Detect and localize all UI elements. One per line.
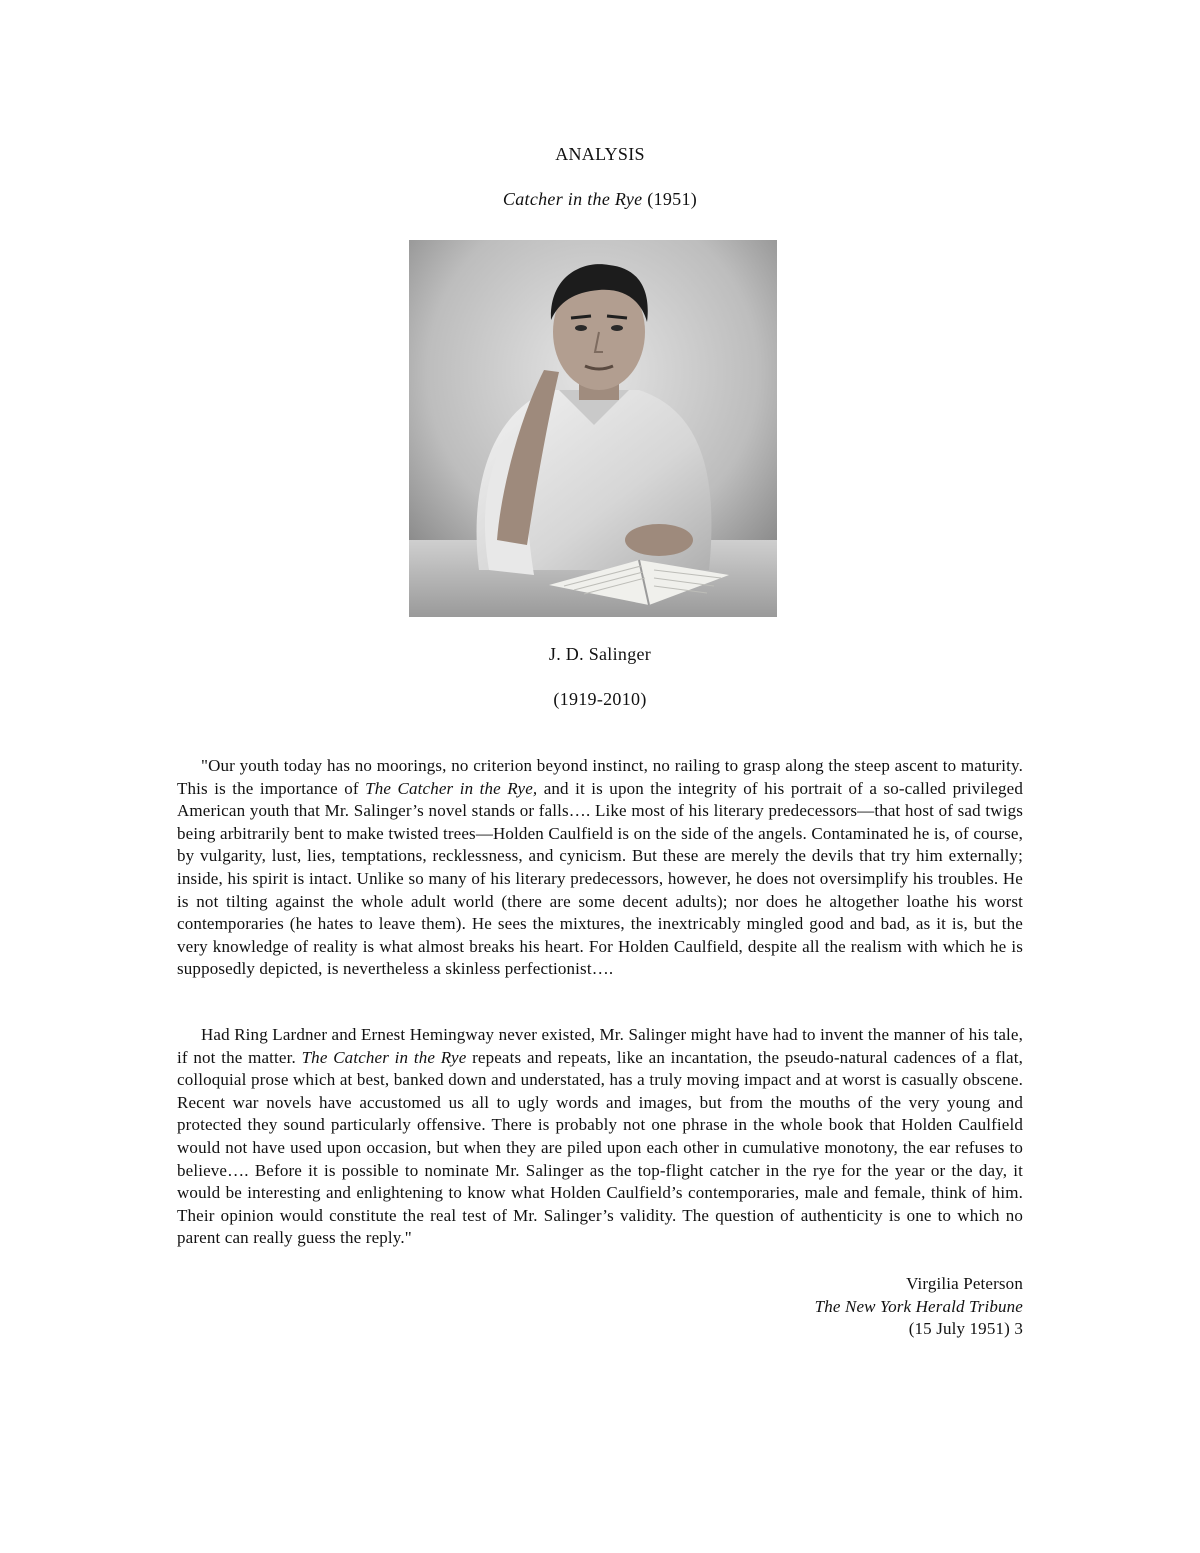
author-dates: (1919-2010) [553,689,647,709]
author-portrait-photo [409,240,777,617]
work-title: Catcher in the Rye [502,189,643,209]
publication-citation: (15 July 1951) 3 [908,1319,1023,1339]
review-paragraph-1 [177,755,1023,981]
review-p2-text-a: Had Ring Lardner and Ernest Hemingway never existed, Mr. Salinger might have had to invent the manner of his tale, if not the matter. [177,1025,1023,1067]
work-year: (1951) [647,189,698,209]
review-attribution [815,1273,1023,1341]
review-p1-book-title: The Catcher in the Rye, [365,778,538,798]
portrait-image [409,240,777,617]
publication-name: The New York Herald Tribune [814,1296,1023,1316]
review-p1-text-a: "Our youth today has no moorings, no criterion beyond instinct, no railing to grasp along the steep ascent to maturity. This is the importance of [177,756,1023,798]
section-heading: ANALYSIS [555,144,645,164]
review-p2-book-title: The Catcher in the Rye [301,1047,467,1067]
review-p2-text-b: repeats and repeats, like an incantation, the pseudo-natural cadences of a flat, colloquial prose which at best, banked down and understated, has a truly moving impact and at worst is casually obscene. Recent war novels have accustomed us all to ugly words and images, but from the mouths of the very young and protected they sound particularly offensive. There is probably not one phrase in the whole book that Holden Caulfield would not have used upon occasion, but when they are piled upon each other in cumulative monotony, the ear refuses to believe…. Before it is possible to nominate Mr. Salinger as the top-flight catcher in the rye for the year or the day, it would be interesting and enlightening to know what Holden Caulfield’s contemporaries, male and female, think of him. Their opinion would constitute the real test of Mr. Salinger’s validity. The question of authenticity is one to which no parent can really guess the reply." [177,1047,1023,1248]
review-p1-text-b: and it is upon the integrity of his portrait of a so-called privileged American youth that Mr. Salinger’s novel stands or falls…. Like most of his literary predecessors—that host of sad twigs being arbitrarily bent to make twisted trees—Holden Caulfield is on the side of the angels. Contaminated he is, of course, by vulgarity, lust, lies, temptations, recklessness, and cynicism. But these are merely the devils that try him externally; inside, his spirit is intact. Unlike so many of his literary predecessors, however, he does not oversimplify his troubles. He is not tilting against the whole adult world (there are some decent adults); nor does he altogether loathe his worst contemporaries (he hates to leave them). He sees the mixtures, the inextricably mingled good and bad, as it is, but the very knowledge of reality is what almost breaks his heart. For Holden Caulfield, despite all the realism with which he is supposedly depicted, is nevertheless a skinless perfectionist…. [177,778,1023,979]
reviewer-name: Virgilia Peterson [906,1274,1023,1293]
work-subtitle [0,188,1200,210]
review-paragraph-2 [177,1024,1023,1250]
author-name: J. D. Salinger [548,644,652,664]
